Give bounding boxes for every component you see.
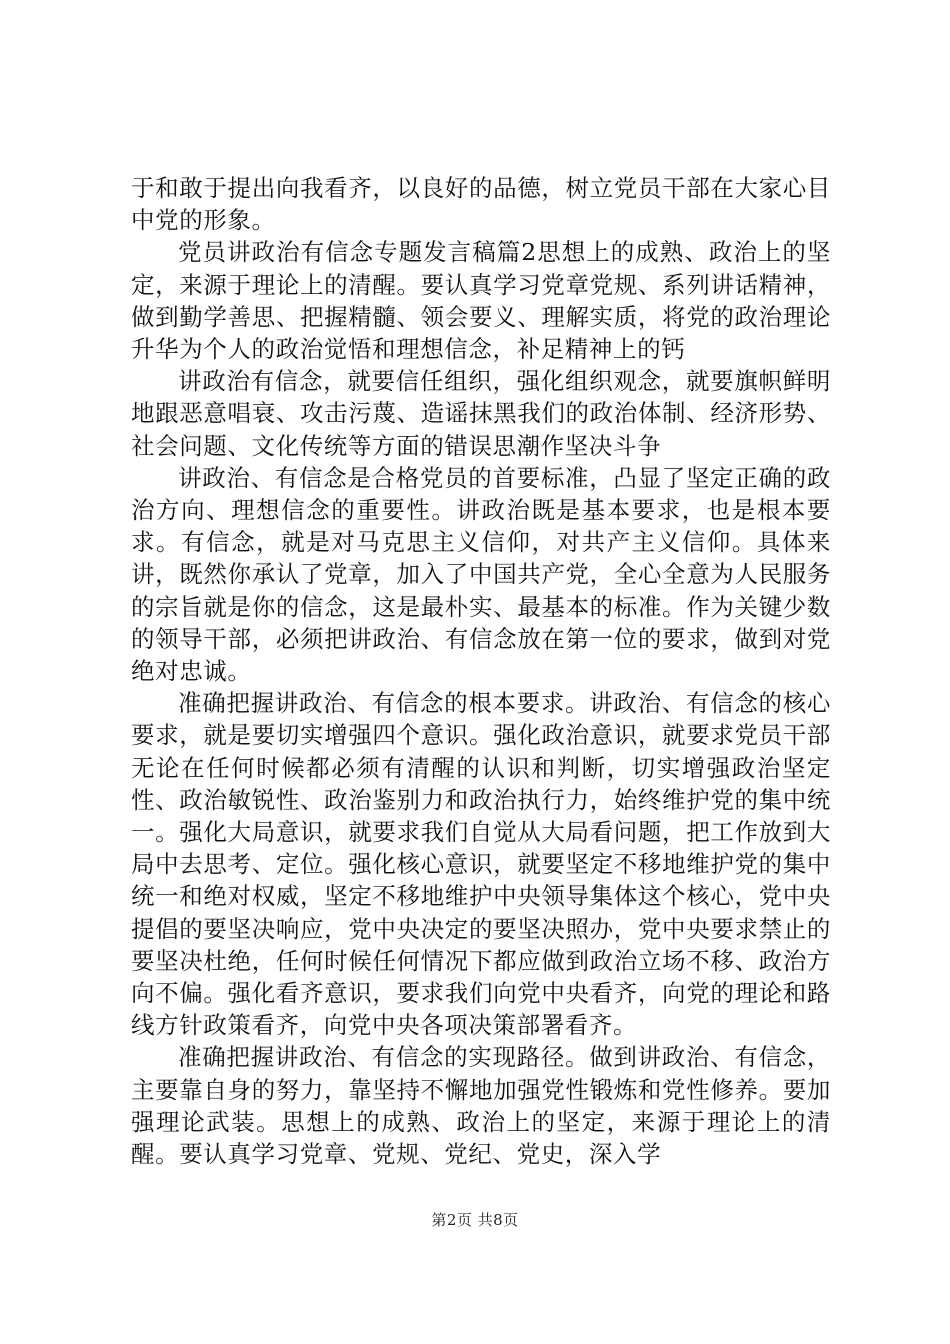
paragraph: 准确把握讲政治、有信念的实现路径。做到讲政治、有信念，主要靠自身的努力，靠坚持不懈地加强党性锻炼和党性修养。要加强理论武装。思想上的成熟、政治上的坚定，来源于理论上的清醒。要认真学习党章、党规、党纪、党史，深入学 — [131, 1043, 831, 1169]
paragraph: 准确把握讲政治、有信念的根本要求。讲政治、有信念的核心要求，就是要切实增强四个意识。强化政治意识，就要求党员干部无论在任何时候都必须有清醒的认识和判断，切实增强政治坚定性、政治敏锐性、政治鉴别力和政治执行力，始终维护党的集中统一。强化大局意识，就要求我们自觉从大局看问题，把工作放到大局中去思考、定位。强化核心意识，就要坚定不移地维护党的集中统一和绝对权威，坚定不移地维护中央领导集体这个核心，党中央提倡的要坚决响应，党中央决定的要坚决照办，党中央要求禁止的要坚决杜绝，任何时候任何情况下都应做到政治立场不移、政治方向不偏。强化看齐意识，要求我们向党中央看齐，向党的理论和路线方针政策看齐，向党中央各项决策部署看齐。 — [131, 689, 831, 1040]
paragraph-continuation: 于和敢于提出向我看齐，以良好的品德，树立党员干部在大家心目中党的形象。 — [131, 174, 831, 235]
paragraph: 党员讲政治有信念专题发言稿篇2思想上的成熟、政治上的坚定，来源于理论上的清醒。要认真学习党章党规、系列讲话精神，做到勤学善思、把握精髓、领会要义、理解实质，将党的政治理论升华为个人的政治觉悟和理想信念，补足精神上的钙 — [131, 238, 831, 364]
page-footer: 第2页 共8页 — [431, 1211, 519, 1229]
paragraph: 讲政治有信念，就要信任组织，强化组织观念，就要旗帜鲜明地跟恶意唱衰、攻击污蔑、造谣抹黑我们的政治体制、经济形势、社会问题、文化传统等方面的错误思潮作坚决斗争 — [131, 367, 831, 460]
body-text — [131, 172, 831, 1170]
paragraph: 讲政治、有信念是合格党员的首要标准，凸显了坚定正确的政治方向、理想信念的重要性。讲政治既是基本要求，也是根本要求。有信念，就是对马克思主义信仰，对共产主义信仰。具体来讲，既然你承认了党章，加入了中国共产党，全心全意为人民服务的宗旨就是你的信念，这是最朴实、最基本的标准。作为关键少数的领导干部，必须把讲政治、有信念放在第一位的要求，做到对党绝对忠诚。 — [131, 463, 831, 686]
